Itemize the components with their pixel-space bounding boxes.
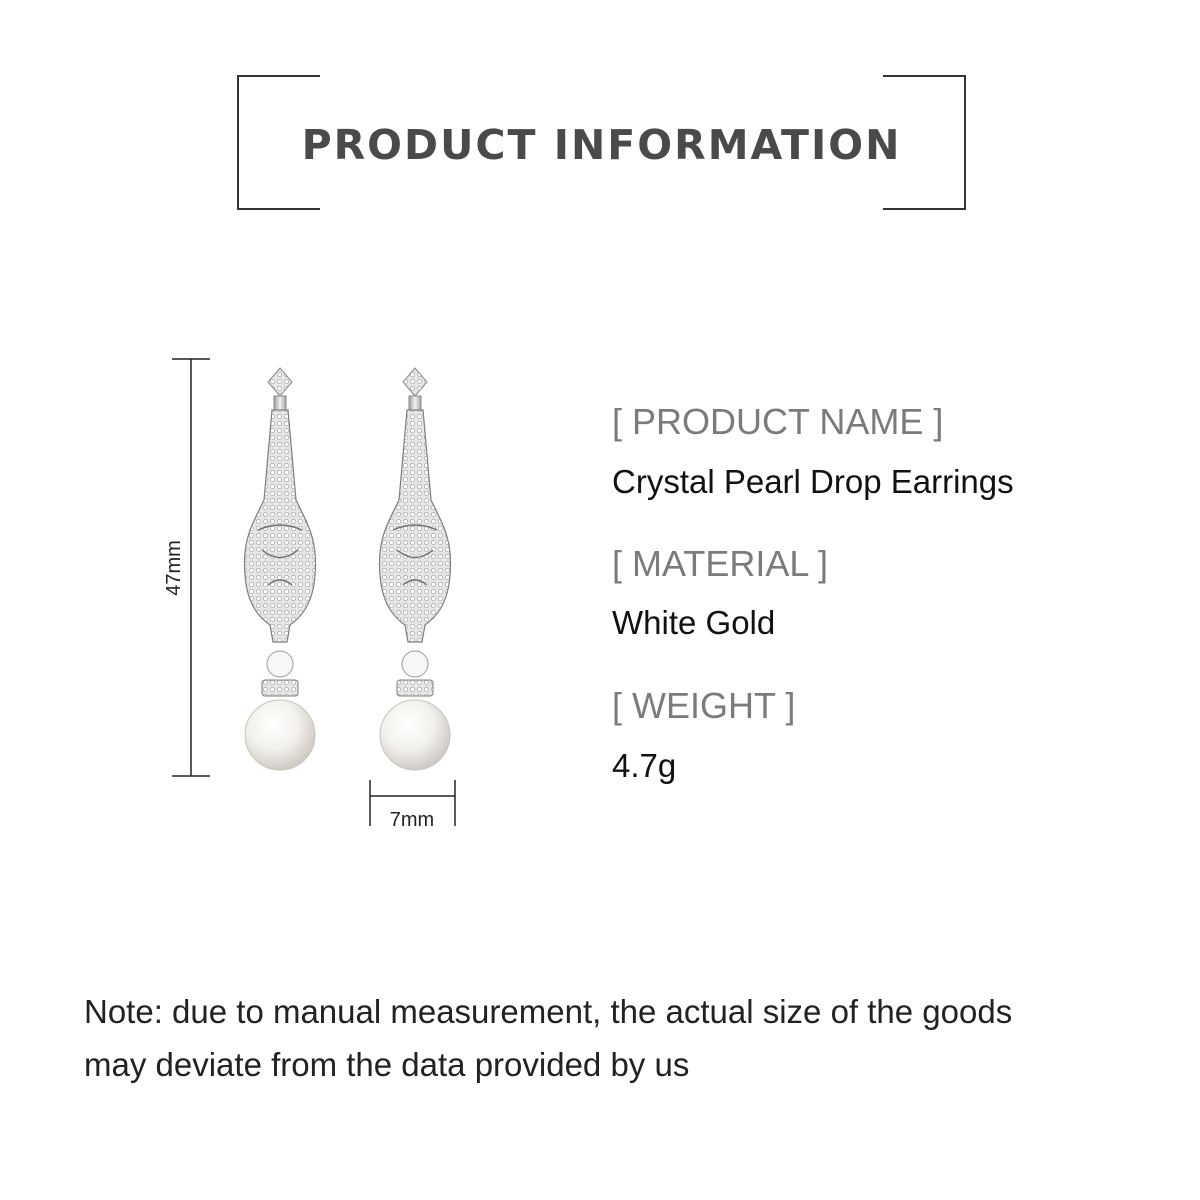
title-frame [237, 75, 966, 210]
product-name-value: Crystal Pearl Drop Earrings [612, 463, 1014, 500]
note-line-2: may deviate from the data provided by us [84, 1046, 690, 1083]
earrings-drawing [150, 350, 480, 850]
measurement-note [84, 985, 1174, 1091]
right-earring [379, 368, 450, 770]
weight-heading: [ WEIGHT ] [612, 685, 796, 726]
material-heading: [ MATERIAL ] [612, 543, 829, 584]
product-name-heading: [ PRODUCT NAME ] [612, 401, 944, 442]
material-value: White Gold [612, 604, 776, 641]
page-title: PRODUCT INFORMATION [301, 121, 902, 169]
height-dimension [163, 359, 210, 776]
product-illustration [150, 350, 480, 850]
height-label: 47mm [163, 540, 185, 596]
weight-value: 4.7g [612, 747, 677, 784]
width-label: 7mm [389, 809, 435, 831]
left-earring [244, 368, 315, 770]
note-line-1: Note: due to manual measurement, the actual size of the goods [84, 993, 1013, 1030]
width-dimension [370, 780, 455, 831]
